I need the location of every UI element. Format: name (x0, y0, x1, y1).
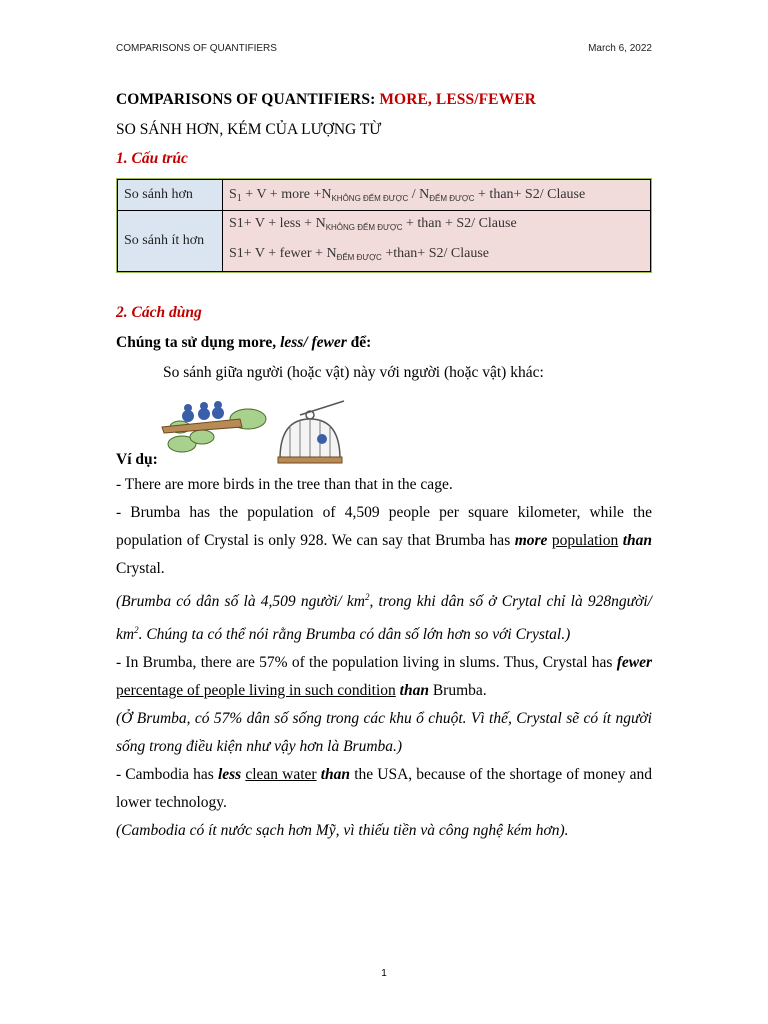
example-text: - In Brumba, there are 57% of the population living in slums. Thus, Crystal has (116, 654, 617, 672)
example-text: Crystal. (116, 560, 165, 577)
formula-text: S1+ V + fewer + N (229, 246, 337, 261)
section-heading-usage: 2. Cách dùng (116, 304, 202, 321)
underlined-noun: population (551, 532, 619, 549)
keyword-than: than (622, 532, 653, 549)
title-main: COMPARISONS OF QUANTIFIERS: (116, 91, 376, 108)
example-3-translation: (Ở Brumba, có 57% dân số sống trong các khu ổ chuột. Vì thế, Crystal sẽ có ít người sống trong điều kiện như vậy hơn là Brumba.) (116, 710, 652, 756)
example-4-translation: (Cambodia có ít nước sạch hơn Mỹ, vì thiếu tiền và công nghệ kém hơn). (116, 822, 569, 840)
title-highlight: MORE, LESS/FEWER (379, 91, 536, 108)
example-4 (116, 761, 652, 817)
example-3 (116, 649, 652, 705)
formula-subscript: 1 (236, 192, 242, 204)
example-text: - Brumba has the population of 4,509 people per square kilometer, while the population of Crystal is only 928. We can say that Brumba has (116, 504, 652, 549)
keyword-less: less (217, 766, 242, 784)
table-row (118, 211, 651, 272)
page-title (116, 90, 652, 110)
translation-text: . Chúng ta có thể nói rằng Brumba có dân số lớn hơn so với Crystal.) (138, 626, 571, 644)
structure-table (117, 179, 651, 272)
example-1: - There are more birds in the tree than that in the cage. (116, 476, 453, 493)
formula-less (229, 211, 644, 241)
formula-less-fewer (223, 211, 651, 272)
examples (116, 471, 652, 845)
example-text: the USA, because of the shortage of money and lower technology. (116, 766, 652, 812)
bird-in-cage-image (270, 397, 350, 469)
example-text: - Cambodia has (116, 766, 218, 784)
formula-text: S1+ V + less + N (229, 216, 326, 231)
usage-description: So sánh giữa người (hoặc vật) này với người (hoặc vật) khác: (163, 364, 544, 381)
section-heading-structure: 1. Cấu trúc (116, 150, 188, 167)
row-label-comparative: So sánh hơn (118, 180, 223, 211)
row-label-less: So sánh ít hơn (118, 211, 223, 272)
keyword-than: than (320, 766, 351, 784)
formula-text: + V + more +N (241, 186, 332, 202)
formula-more (223, 180, 651, 211)
formula-subscript: KHÔNG ĐẾM ĐƯỢC (331, 193, 409, 203)
table-row (118, 180, 651, 211)
formula-text: + than+ S2/ Clause (474, 186, 586, 202)
lead-italic: less/ fewer (280, 334, 347, 351)
translation-text: , trong khi dân số ở Crytal chỉ là 928người/ km (116, 593, 652, 644)
formula-fewer (229, 241, 644, 271)
underlined-noun: percentage of people living in such condition (116, 682, 396, 700)
keyword-more: more (514, 532, 548, 549)
example-label: Ví dụ: (116, 451, 158, 468)
header-title: COMPARISONS OF QUANTIFIERS (116, 43, 277, 54)
lead-text: Chúng ta sử dụng more, (116, 334, 281, 351)
formula-text: +than+ S2/ Clause (381, 246, 489, 261)
underlined-noun: clean water (245, 766, 317, 784)
formula-subscript: ĐẾM ĐƯỢC (336, 253, 382, 262)
superscript: 2 (134, 625, 139, 636)
header-date: March 6, 2022 (588, 43, 652, 54)
page-number: 1 (381, 968, 387, 979)
birds-on-branch-image (160, 397, 272, 457)
formula-subscript: ĐẾM ĐƯỢC (429, 193, 475, 203)
example-2-translation (116, 583, 652, 649)
superscript: 2 (364, 592, 370, 602)
document-body (116, 90, 652, 845)
formula-text: S (229, 186, 237, 202)
example-text: Brumba. (428, 682, 487, 700)
formula-text: / N (408, 186, 430, 202)
illustration (116, 397, 652, 469)
page-subtitle: SO SÁNH HƠN, KÉM CỦA LƯỢNG TỪ (116, 121, 382, 138)
structure-table-frame (116, 178, 652, 273)
translation-text: (Brumba có dân số là 4,509 người/ km (116, 593, 365, 611)
usage-lead (116, 333, 652, 353)
lead-text: để: (346, 334, 372, 351)
keyword-than: than (399, 682, 429, 700)
keyword-fewer: fewer (616, 654, 652, 672)
formula-subscript: KHÔNG ĐẾM ĐƯỢC (325, 223, 403, 232)
example-2 (116, 499, 652, 583)
formula-text: + than + S2/ Clause (402, 216, 517, 231)
